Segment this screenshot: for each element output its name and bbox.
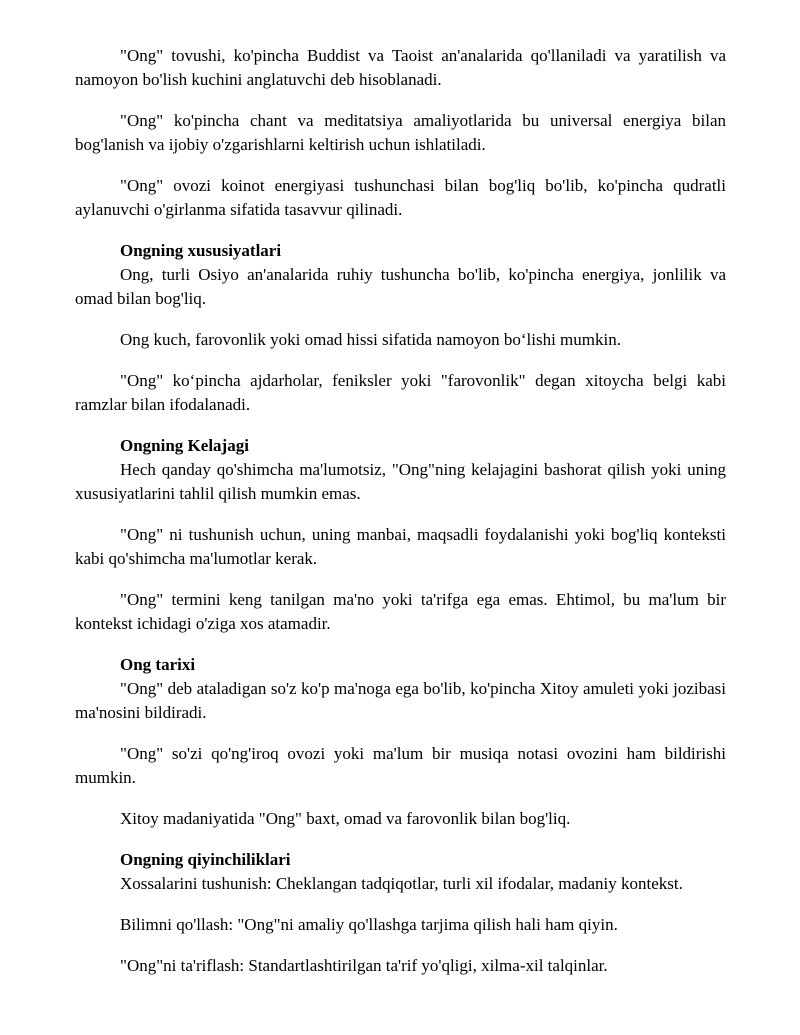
- section-paragraph: Ong, turli Osiyo an'analarida ruhiy tushuncha bo'lib, ko'pincha energiya, jonlilik va omad bilan bog'liq.: [75, 265, 726, 308]
- document-page: [75, 44, 726, 995]
- section-paragraph: Xitoy madaniyatida "Ong" baxt, omad va farovonlik bilan bog'liq.: [120, 809, 571, 828]
- intro-paragraph-2: "Ong" ko'pincha chant va meditatsiya amaliyotlarida bu universal energiya bilan bog'lanish va ijobiy o'zgarishlarni keltirish uchun ishlatiladi.: [75, 111, 726, 154]
- intro-paragraph-3: "Ong" ovozi koinot energiyasi tushunchasi bilan bog'liq bo'lib, ko'pincha qudratli aylanuvchi o'girlanma sifatida tasavvur qilinadi.: [75, 176, 726, 219]
- section-paragraph: Bilimni qo'llash: "Ong"ni amaliy qo'llashga tarjima qilish hali ham qiyin.: [120, 915, 618, 934]
- section-paragraph: "Ong" ni tushunish uchun, uning manbai, maqsadli foydalanishi yoki bog'liq konteksti kabi qo'shimcha ma'lumotlar kerak.: [75, 525, 726, 568]
- section-heading: Ongning qiyinchiliklari: [120, 850, 291, 869]
- section-paragraph: "Ong" so'zi qo'ng'iroq ovozi yoki ma'lum bir musiqa notasi ovozini ham bildirishi mumkin.: [75, 744, 726, 787]
- section-paragraph: "Ong" deb ataladigan so'z ko'p ma'noga ega bo'lib, ko'pincha Xitoy amuleti yoki jozibasi ma'nosini bildiradi.: [75, 679, 726, 722]
- intro-paragraph-1: "Ong" tovushi, ko'pincha Buddist va Taoist an'analarida qo'llaniladi va yaratilish va namoyon bo'lish kuchini anglatuvchi deb hisoblanadi.: [75, 46, 726, 89]
- section-paragraph: "Ong" termini keng tanilgan ma'no yoki ta'rifga ega emas. Ehtimol, bu ma'lum bir kontekst ichidagi o'ziga xos atamadir.: [75, 590, 726, 633]
- section-tarixi: [75, 653, 726, 831]
- section-kelajagi: [75, 434, 726, 636]
- section-heading: Ongning xususiyatlari: [120, 241, 282, 260]
- section-heading: Ong tarixi: [120, 655, 196, 674]
- section-xususiyatlari: [75, 239, 726, 417]
- section-paragraph: Ong kuch, farovonlik yoki omad hissi sifatida namoyon bo‘lishi mumkin.: [120, 330, 621, 349]
- section-paragraph: "Ong"ni ta'riflash: Standartlashtirilgan ta'rif yo'qligi, xilma-xil talqinlar.: [120, 956, 608, 975]
- section-paragraph: Hech qanday qo'shimcha ma'lumotsiz, "Ong"ning kelajagini bashorat qilish yoki uning xususiyatlarini tahlil qilish mumkin emas.: [75, 460, 726, 503]
- section-paragraph: "Ong" ko‘pincha ajdarholar, feniksler yoki "farovonlik" degan xitoycha belgi kabi ramzlar bilan ifodalanadi.: [75, 371, 726, 414]
- section-paragraph: Xossalarini tushunish: Cheklangan tadqiqotlar, turli xil ifodalar, madaniy kontekst.: [120, 874, 683, 893]
- section-heading: Ongning Kelajagi: [120, 436, 249, 455]
- section-qiyinchiliklari: [75, 848, 726, 978]
